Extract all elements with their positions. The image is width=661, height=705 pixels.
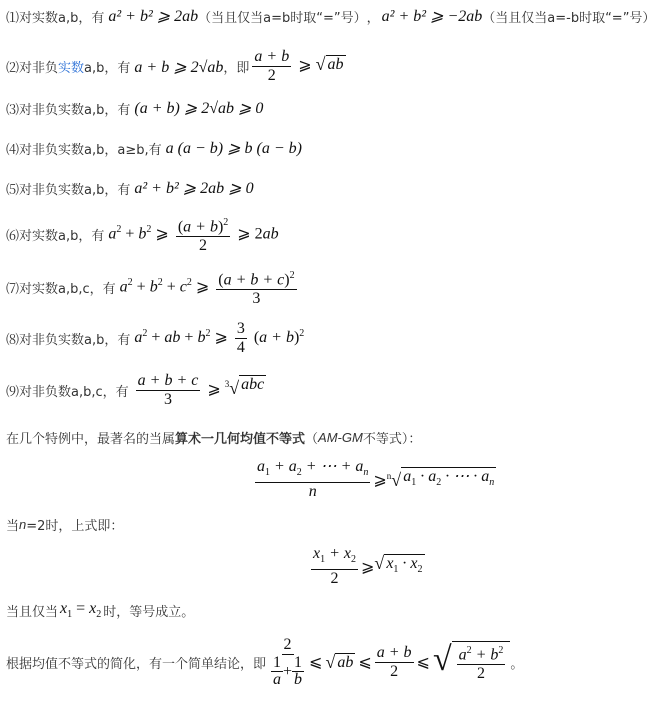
item-9 (6, 372, 266, 409)
equality-text-a: 当且仅当 (6, 604, 59, 620)
item-7-text: 对实数a,b,c，有 (19, 282, 116, 298)
item-1 (6, 6, 655, 26)
item-8 (6, 320, 304, 357)
amgm-intro (6, 428, 421, 447)
formula-6: $a^2 + b^2$ ⩾ $\frac{(a + b)^2}{2}$ ⩾ 2ab (108, 214, 278, 255)
item-4 (6, 138, 302, 158)
n2-text-a: 当 (6, 519, 20, 534)
item-2-text-a: 对非负 (19, 61, 59, 76)
amgm-title: 算术一几何均值不等式 (175, 432, 306, 447)
conclusion-text: 根据均值不等式的简化，有一个简单结论，即 (6, 656, 267, 672)
item-2 (6, 48, 346, 85)
item-1-note-b: （当且仅当a=-b时取“=”号） (482, 10, 656, 26)
item-1-sep: ， (366, 10, 380, 26)
amgm-abbr: AM-GM (318, 430, 363, 445)
item-6 (6, 214, 279, 255)
item-1-text: 对实数a,b，有 (19, 10, 105, 26)
formula-n2: $\frac{x_1 + x_2}{2}$ ⩾ √ $x_1 \cdot x_2$ (313, 545, 423, 588)
n2-text-b: =2时，上式即： (26, 519, 124, 534)
formula-eq: $x_1 = x_2$ (60, 600, 102, 621)
item-6-num: ⑹ (6, 229, 20, 245)
amgm-intro-text: 在几个特例中，最著名的当属 (6, 432, 176, 447)
item-5 (6, 178, 254, 198)
item-3-text: 对非负实数a,b，有 (19, 102, 131, 118)
item-6-text: 对实数a,b，有 (19, 229, 105, 245)
formula-5: a² + b² ⩾ 2ab ⩾ 0 (134, 180, 254, 197)
equality-condition (6, 600, 194, 620)
item-2-text-b: a,b，有 (84, 61, 131, 76)
formula-1b: a² + b² ⩾ −2ab (381, 8, 483, 25)
item-2-mid: ，即 (223, 61, 250, 76)
formula-1a: a² + b² ⩾ 2ab (108, 8, 199, 25)
item-9-text: 对非负数a,b,c，有 (19, 385, 129, 400)
item-4-num: ⑷ (6, 142, 20, 158)
item-9-num: ⑼ (6, 385, 20, 400)
conclusion-end: 。 (510, 656, 524, 672)
item-5-num: ⑸ (6, 182, 20, 198)
amgm-paren-close: 不等式）： (362, 432, 422, 447)
equality-text-b: 时，等号成立。 (103, 604, 195, 620)
n2-intro (6, 515, 123, 534)
formula-3: (a + b) ⩾ 2√ab ⩾ 0 (134, 100, 264, 117)
amgm-paren-open: （ (305, 432, 319, 447)
item-7 (6, 267, 300, 308)
formula-chain: 2 $\frac{1}{a}$ + $\frac{1}{b}$ ⩽ √ ab ⩽ $\frac{a + b}{2}$ ⩽ √ $\frac{a^2 + b^2}{2}$ (266, 636, 510, 688)
formula-9: $\frac{a + b + c}{3}$ ⩾ $^3$√ abc (137, 372, 265, 408)
item-8-num: ⑻ (6, 333, 20, 348)
item-8-text: 对非负实数a,b，有 (19, 333, 131, 348)
formula-4: a (a − b) ⩾ b (a − b) (165, 140, 302, 157)
item-5-text: 对非负实数a,b，有 (19, 182, 131, 198)
item-2-num: ⑵ (6, 61, 20, 76)
real-number-link[interactable]: 实数 (58, 61, 85, 76)
item-1-note-a: （当且仅当a=b时取“=”号） (198, 10, 367, 26)
item-3-num: ⑶ (6, 102, 20, 118)
formula-amgm: $\frac{a_1 + a_2 + \cdots + a_n}{n}$ ⩾ $^n$√ $a_1 \cdot a_2$ · ⋯ · $a_n$ (257, 458, 495, 501)
conclusion (6, 636, 523, 688)
formula-7: $a^2 + b^2 + c^2$ ⩾ $\frac{(a + b + c)^2}{3}$ (120, 267, 300, 308)
item-4-text: 对非负实数a,b，a≥b,有 (19, 142, 162, 158)
formula-2a: a + b ⩾ 2√ab (134, 58, 224, 76)
item-1-num: ⑴ (6, 10, 20, 26)
item-7-num: ⑺ (6, 282, 20, 298)
item-3 (6, 98, 263, 118)
formula-2b: $\frac{a + b}{2}$ ⩾ √ ab (254, 48, 344, 84)
formula-8: $a^2$ + ab + $b^2$ ⩾ $\frac{3}{4}$ $(a + b)^2$ (134, 320, 305, 356)
n-variable: n (19, 517, 27, 532)
